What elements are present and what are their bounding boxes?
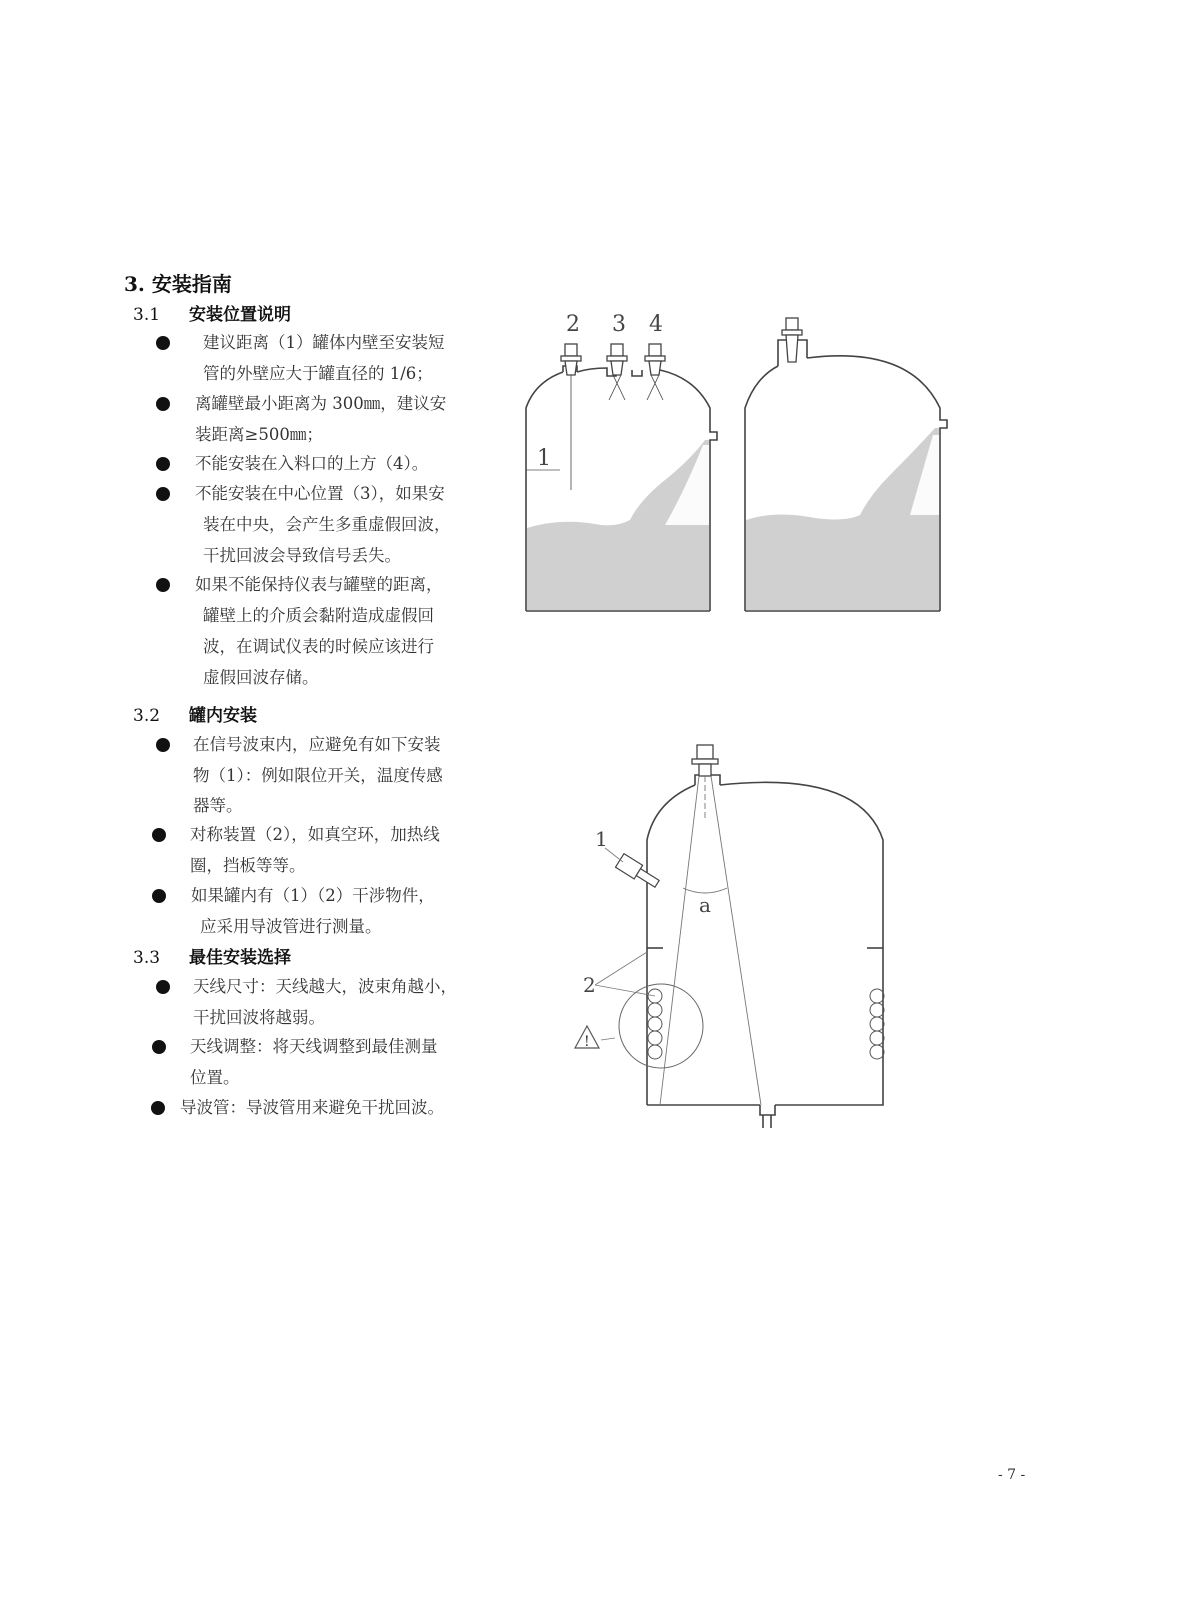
section-heading: 3. 安装指南 (124, 272, 232, 296)
subsection-title: 最佳安装选择 (189, 948, 291, 968)
bullet-line: 干扰回波会导致信号丢失。 (203, 546, 401, 565)
bullet-line: 干扰回波将越弱。 (193, 1008, 325, 1027)
radar-instrument (692, 745, 718, 776)
bullet-dot (152, 1040, 166, 1054)
subsection-title: 罐内安装 (189, 706, 257, 726)
bullet-line: 不能安装在入料口的上方（4）。 (195, 454, 429, 473)
bullet-line: 不能安装在中心位置（3），如果安 (195, 484, 445, 503)
bullet-line: 对称装置（2），如真空环，加热线 (190, 825, 440, 844)
bullet-line: 位置。 (190, 1068, 240, 1087)
signal-beam (660, 776, 761, 1105)
obstacle-1 (615, 854, 661, 891)
bullet-line: 如果不能保持仪表与罐壁的距离， (195, 575, 443, 594)
bullet-line: 装距离≥500㎜； (195, 425, 323, 444)
bullet-line: 器等。 (193, 796, 243, 815)
label-obstacle-1: 1 (595, 827, 608, 851)
beam-angle-label: a (699, 893, 711, 917)
subsection-title: 安装位置说明 (189, 305, 291, 325)
instrument-3 (607, 344, 627, 400)
label-obstacle-2: 2 (583, 973, 596, 997)
subsection-number: 3.3 (133, 948, 161, 968)
bullet-dot (156, 980, 170, 994)
bullet-line: 波，在调试仪表的时候应该进行 (203, 637, 434, 656)
bullet-dot (151, 1101, 165, 1115)
label-1: 1 (537, 446, 551, 471)
tank-wall-left (647, 785, 695, 1105)
label-4: 4 (649, 312, 663, 337)
subsection-number: 3.1 (133, 305, 161, 325)
bullet-line: 在信号波束内，应避免有如下安装 (193, 735, 441, 754)
label-3: 3 (612, 312, 626, 337)
obstacle-2-right (870, 989, 884, 1059)
bullet-line: 圈，挡板等等。 (190, 856, 306, 875)
bullet-line: 虚假回波存储。 (203, 668, 319, 687)
bullet-line: 导波管：导波管用来避免干扰回波。 (180, 1098, 444, 1117)
bullet-line: 天线尺寸：天线越大，波束角越小， (193, 977, 457, 996)
bullet-line: 天线调整：将天线调整到最佳测量 (190, 1037, 438, 1056)
section-3-3-bullets (0, 0, 520, 1200)
bullet-line: 管的外壁应大于罐直径的 1/6； (203, 364, 433, 383)
bullet-line: 如果罐内有（1）（2）干涉物件， (191, 886, 435, 905)
subsection-number: 3.2 (133, 706, 161, 726)
bullet-line: 装在中央，会产生多重虚假回波， (203, 515, 451, 534)
figure-tank-beam (565, 740, 905, 1135)
instrument-4 (645, 344, 665, 400)
warning-mark: ! (584, 1034, 590, 1050)
bullet-line: 离罐壁最小距离为 300㎜，建议安 (195, 394, 447, 413)
page-number: - 7 - (998, 1467, 1026, 1483)
label-2: 2 (566, 312, 580, 337)
bullet-line: 建议距离（1）罐体内壁至安装短 (203, 333, 445, 352)
tank-wall-right (720, 782, 883, 1105)
bullet-line: 应采用导波管进行测量。 (200, 917, 382, 936)
warning-icon (575, 1026, 615, 1048)
bullet-line: 罐壁上的介质会黏附造成虚假回 (203, 606, 434, 625)
obstacle-2-left (648, 989, 662, 1059)
figure-tank-positions (515, 300, 965, 625)
right-tank-product (746, 428, 939, 610)
bullet-line: 物（1）：例如限位开关，温度传感 (193, 766, 443, 785)
